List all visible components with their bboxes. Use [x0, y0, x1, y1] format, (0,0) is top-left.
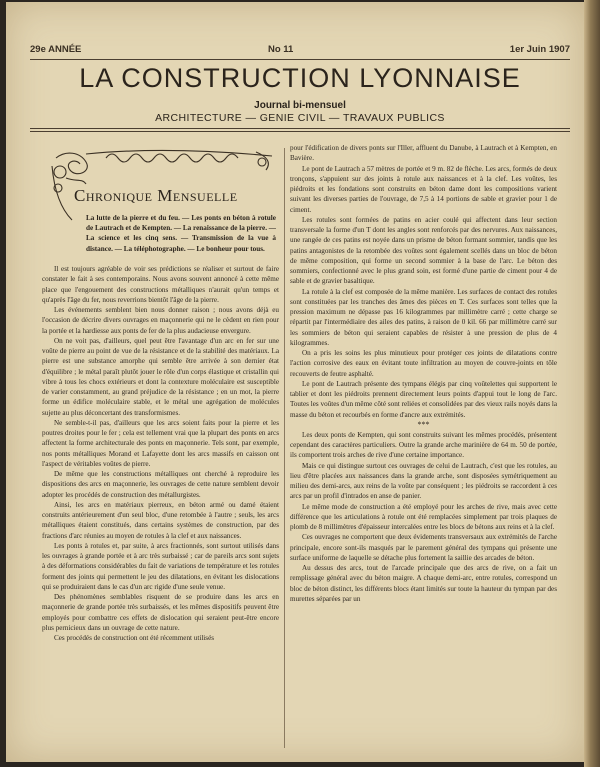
issue-year: 29e ANNÉE — [30, 44, 82, 55]
issue-number: No 11 — [268, 44, 294, 55]
journal-sections: ARCHITECTURE — GENIE CIVIL — TRAVAUX PUBLICS — [155, 112, 445, 124]
paragraph: Ces ouvrages ne comportent que deux évidements transversaux aux extrémités de l'arche principale, encore sont-ils masqués par le parement général des tympans qui présente une surface uniforme de laquelle se détache plus fortement la saillie des arcades de béton. — [290, 533, 557, 562]
masthead-rule-top — [30, 59, 570, 60]
column-divider — [284, 148, 285, 748]
masthead-info — [30, 44, 570, 58]
paragraph: On a pris les soins les plus minutieux pour protéger ces joints de dilatations contre l'action corrosive des eaux en évitant toute infiltration au moyen de couvre-joints en tôle recouverts de feutre asphalté. — [290, 349, 557, 378]
article-column-1 — [42, 264, 279, 643]
paragraph: Les ponts à rotules et, par suite, à arcs fractionnés, sont surtout utilisés dans les ouvrages à grande portée et à arc très surbaissé ; car de pareils arcs sont sujets à des déformations considérables du fait de variations de température et les rotules forment des joints qui permettent le jeu des dilatations, en évitant les dislocations qui se produiraient dans le cas d'un arc rigide d'une seule venue. — [42, 541, 279, 591]
paragraph: Le pont de Lautrach présente des tympans élégis par cinq voûtelettes qui supportent le tablier et dont les piédroits prennent directement leurs points d'appui tout le long de l'arc. Toutes les voûtes d'un même côté sont reliées et consolidées par des vieux rails noyés dans la masse du béton et recourbés en forme d'ancre aux extrémités. — [290, 379, 557, 419]
paragraph: Les événements semblent bien nous donner raison ; nous avons déjà eu l'occasion de décrire divers ouvrages en maçonnerie qui ne le cèdent en rien pour la portée et la hardiesse aux ponts de fer de la plus audacieuse envergure. — [42, 306, 279, 335]
newspaper-page — [6, 2, 584, 762]
issue-date: 1er Juin 1907 — [509, 44, 570, 55]
paragraph: On ne voit pas, d'ailleurs, quel peut être l'avantage d'un arc en fer sur une voûte de pierre au point de vue de la résistance et de la stabilité des matériaux. La pierre est une substance amorphe qui semble être arrivée à son dernier état d'équilibre ; le métal paraît plutôt jouer le rôle d'un corps élastique et cristallin qui vibre à tous les chocs extérieurs et dont la contexture moléculaire est susceptible de varier constamment, au grand préjudice de la résistance ; en un mot, la pierre forme un édifice moléculaire stable, et le métal une agrégation de molécules sujette au plus déconcertant des transformismes. — [42, 336, 279, 417]
paragraph: Le même mode de construction a été employé pour les arches de rive, mais avec cette différence que les articulations à rotule ont été remplacées simplement par trois plaques de plomb de 8 millimètres d'épaisseur intercalées entre les blocs de bétons aux reins et à la clef. — [290, 502, 557, 531]
paragraph: Il est toujours agréable de voir ses prédictions se réaliser et surtout de faire constater le fait à ses contemporains. Nous avons souvent annoncé à cette même place que l'engouement des constructions métalliques n'aurait qu'un temps et qu'après l'âge du fer, nous reverrions bientôt l'âge de la pierre. — [42, 265, 279, 304]
journal-subtitle: Journal bi-mensuel — [254, 100, 346, 111]
paragraph: Des phénomènes semblables risquent de se produire dans les arcs en maçonnerie de grande portée très surbaissés, et les mêmes dispositifs peuvent être employés pour combattre ces effets de dislocation qui seraient peut-être encore plus pernicieux dans un ouvrage de cette nature. — [42, 593, 279, 632]
paragraph: Mais ce qui distingue surtout ces ouvrages de celui de Lautrach, c'est que les rotules, au lieu d'être placées aux naissances dans la grande arche, sont disposées symétriquement au milieu des demi-arcs, aux reins de la voûte par conséquent ; les piédroits se raccordent à ces arcs par un profil d'intrados en anse de panier. — [290, 461, 557, 501]
rubric-summary: La lutte de la pierre et du feu. — Les ponts en béton à rotule de Lautrach et de Kempten. — La renaissance de la pierre. — La science et les cinq sens. — Transmission de la vue à distance. — La téléphotographe. — Le bonheur pour tous. — [86, 214, 276, 253]
paragraph: Les rotules sont formées de patins en acier coulé qui affectent dans leur section transversale la forme d'un T dont les angles sont renforcés par des nervures. Aux naissances, une rangée de ces patins est noyée dans un prisme de béton formant sommier, tandis que les patins antagonistes de la retombée des voûtes sont également scellés dans un bloc de béton de même composition, qui forme un second sommier à la base de l'arc. Le béton des sommiers, confectionné avec le plus grand soin, est formé d'une partie de ciment pour 4 de sable et de gravier basaltique. — [290, 215, 557, 286]
paragraph: Ne semble-t-il pas, d'ailleurs que les arcs soient faits pour la pierre et les poutres droites pour le fer ; cela est tellement vrai que la plupart des ponts en arcs affectent la forme architecturale des ponts en maçonnerie. Tels sont, par exemple, nos ponts métalliques Morand et Lafayette dont les arcs massifs en caisson ont l'aspect de véritables voûtes de pierre. — [42, 418, 279, 468]
paragraph: Au dessus des arcs, tout de l'arcade principale que des arcs de rive, on a fait un remplissage général avec du béton maigre. A chaque demi-arc, entre rotules, correspond un bloc de béton distinct, les différents blocs étant limités sur toute la hauteur du tympan par des murettes séparées par un — [290, 564, 557, 603]
journal-title: LA CONSTRUCTION LYONNAISE — [79, 63, 521, 93]
book-binding — [584, 0, 600, 767]
paragraph: pour l'édification de divers ponts sur l'Iller, affluent du Danube, à Lautrach et à Kempten, en Bavière. — [290, 144, 557, 163]
masthead-rule-2 — [30, 131, 570, 132]
paragraph: Les deux ponts de Kempten, qui sont construits suivant les mêmes procédés, présentent cependant des caractères particuliers. Outre la grande arche marinière de 64 m. 50 de portée, ils comportent trois arches de rive d'une certaine importance. — [290, 430, 557, 460]
paragraph: Ainsi, les arcs en matériaux pierreux, en béton armé ou damé étaient construits antérieurement d'un seul bloc, d'une retombée à l'autre ; seuls, les arcs métalliques étaient constitués, dans certains systèmes de construction, par des fractions d'arc réunies au moyen de rotules à la clef et aux naissances. — [42, 500, 279, 540]
masthead-rule-1 — [30, 128, 570, 129]
paragraph: De même que les constructions métalliques ont cherché à reproduire les dispositions des arcs en maçonnerie, les ouvrages de cette nature semblent devoir adopter les procédés de construction des métallurgistes. — [42, 470, 279, 499]
section-separator: *** — [417, 419, 430, 429]
article-column-2 — [290, 143, 557, 604]
paragraph: Le pont de Lautrach a 57 mètres de portée et 9 m. 82 de flèche. Les arcs, formés de deux tronçons, s'appuient sur des joints à rotule aux naissances et à la clef. Les voûtes, les piédroits et les fondations sont construits en béton dame dont les compositions varient suivant les diverses parties de l'ouvrage, de 7,5 à 14 portions de sable et gravier pour 1 de ciment. — [290, 164, 557, 214]
paragraph: Ces procédés de construction ont été récemment utilisés — [54, 634, 215, 642]
paragraph: La rotule à la clef est composée de la même manière. Les surfaces de contact des rotules sont constituées par les tranches des âmes des pièces en T. Ces surfaces sont telles que la pression maximum ne dépasse pas 16 kilogrammes par millimètre carré ; cette charge se répartit par l'intermédiaire des ailes des patins, à raison de 0 kil. 66 par millimètre carré sur les sommiers de béton qui seraient capables de résister à une pression de plus de 4 kilogrammes. — [290, 287, 557, 347]
rubric-title: Chronique Mensuelle — [74, 186, 238, 205]
